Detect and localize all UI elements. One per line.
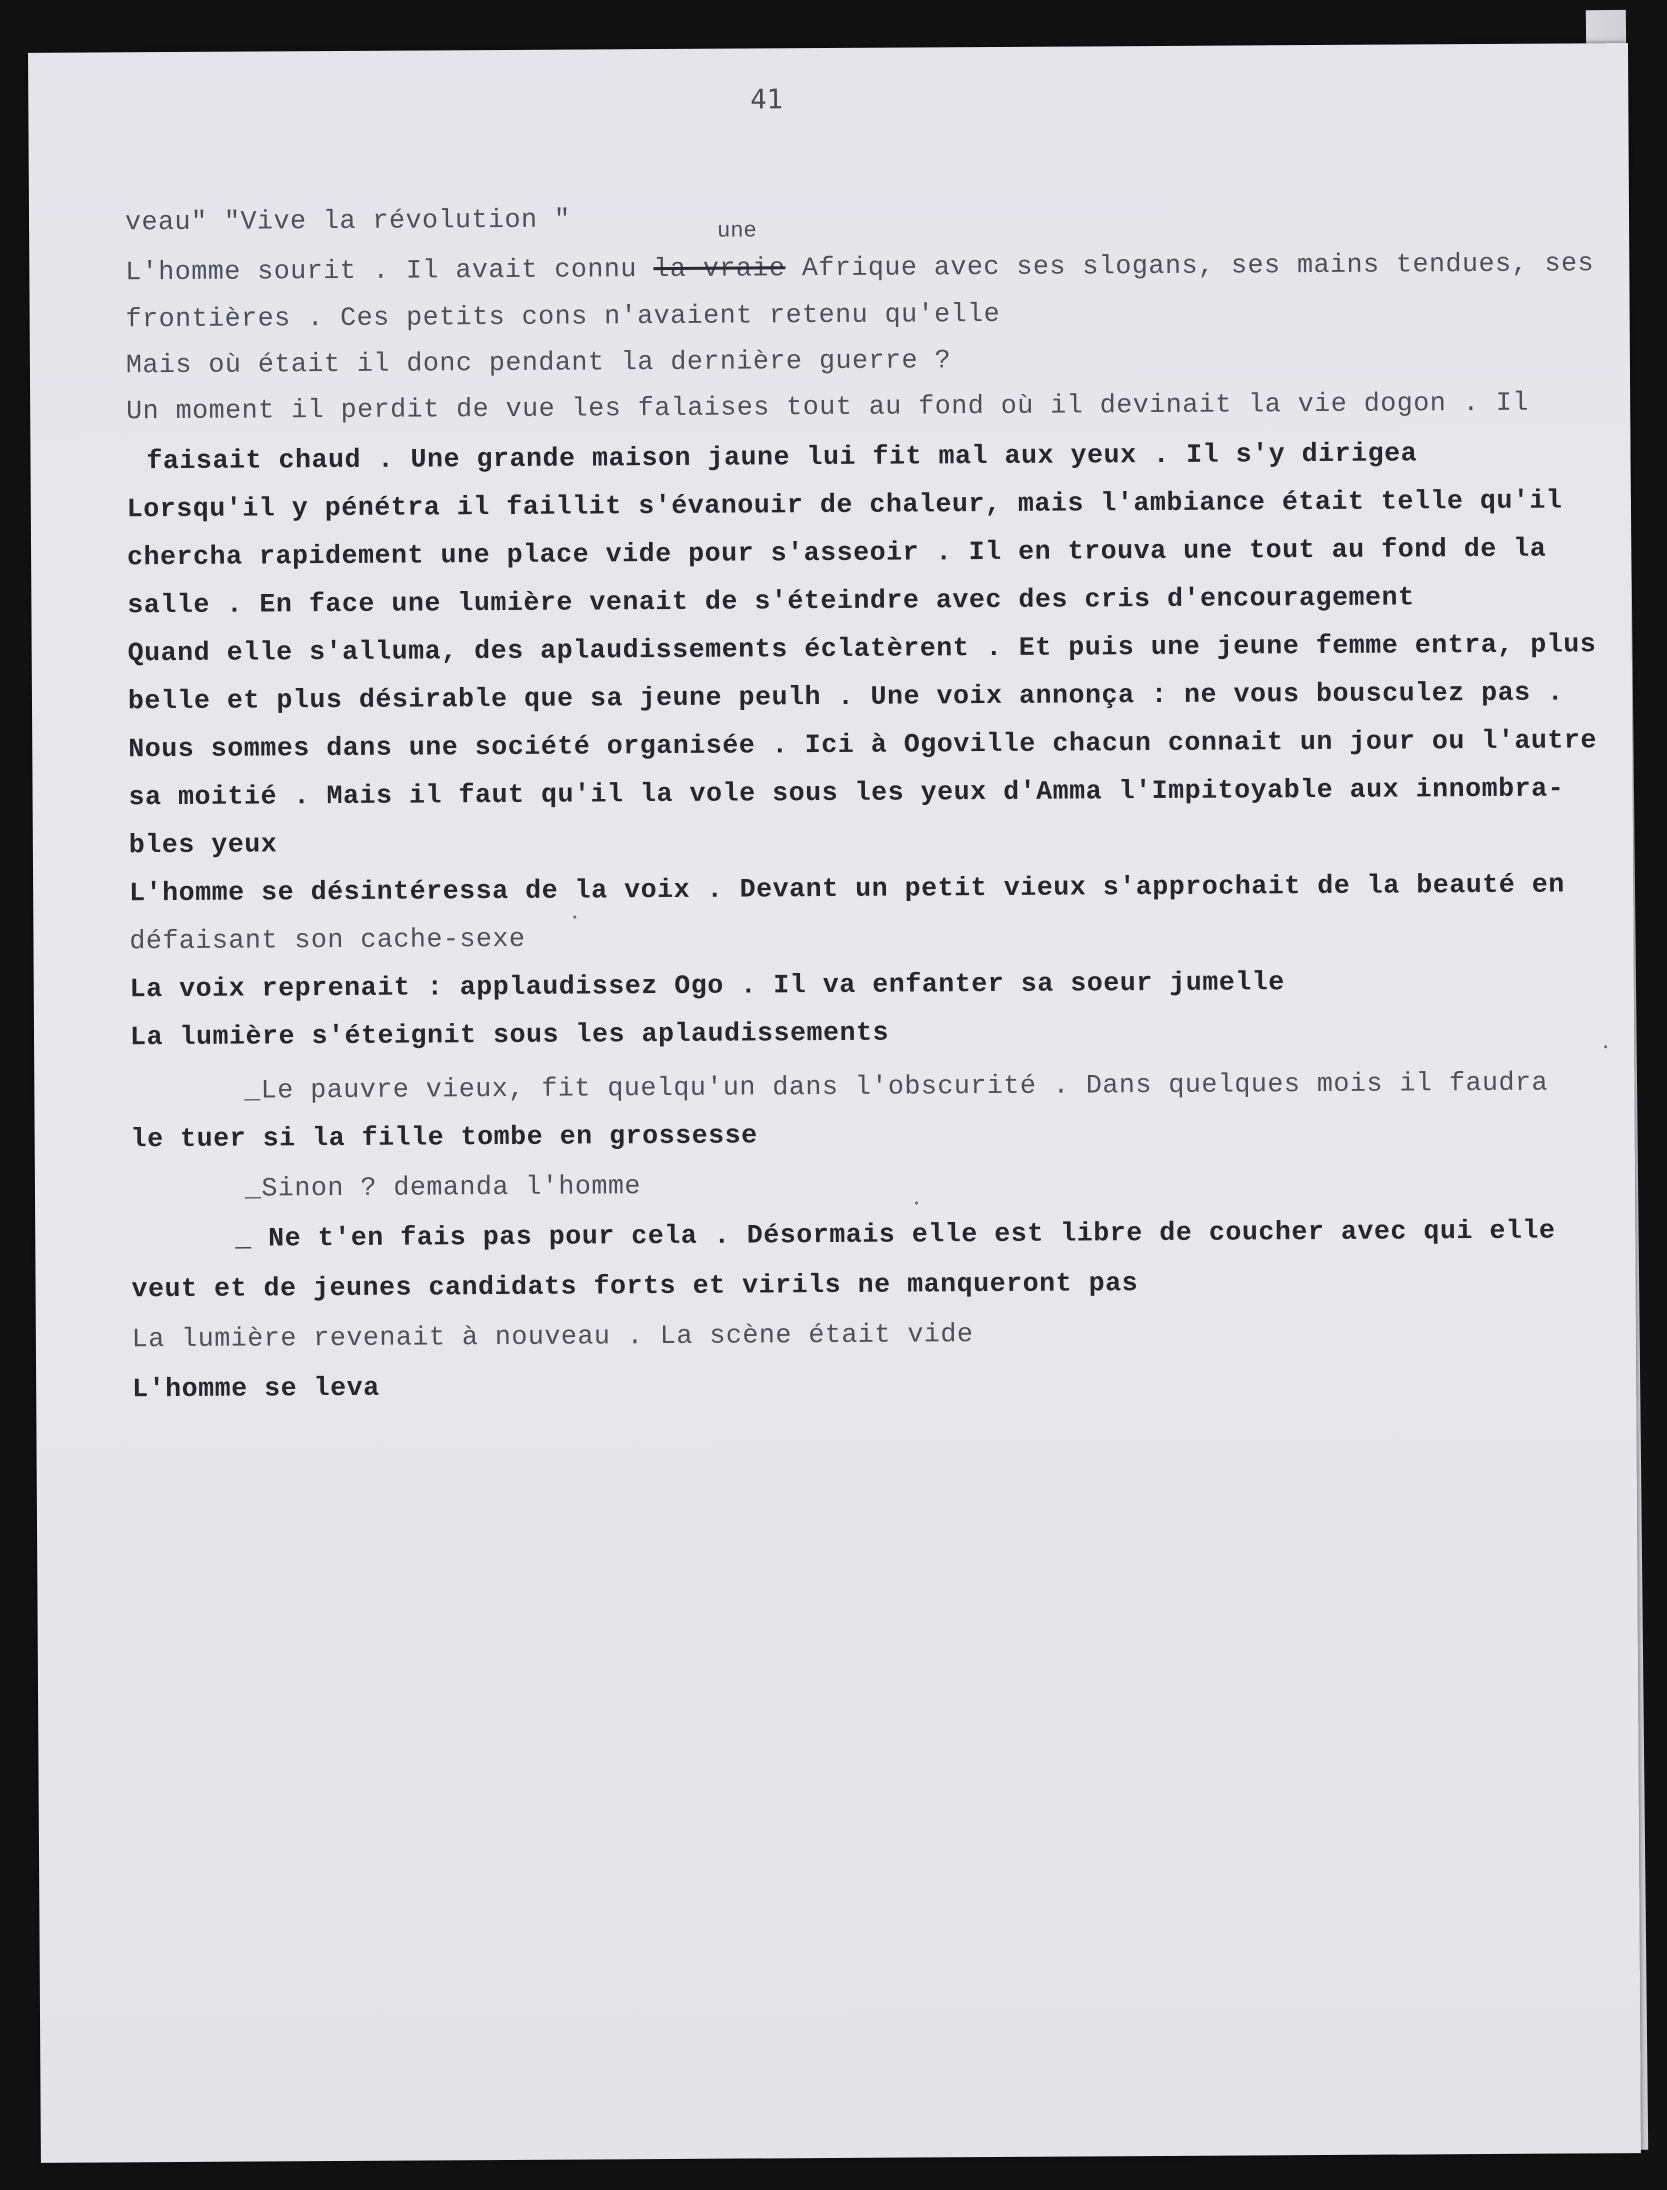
text-line-16: défaisant son cache-sexe bbox=[129, 923, 526, 957]
text-line-24: La lumière revenait à nouveau . La scène était vide bbox=[131, 1319, 974, 1355]
text-line-25: L'homme se leva bbox=[132, 1372, 380, 1405]
text-line-6: faisait chaud . Une grande maison jaune lui fit mal aux yeux . Il s'y dirigea bbox=[146, 438, 1418, 477]
text-line-19: _Le pauvre vieux, fit quelqu'un dans l'obscurité . Dans quelques mois il faudra bbox=[244, 1067, 1549, 1106]
text-line-8: chercha rapidement une place vide pour s'asseoir . Il en trouva une tout au fond de la bbox=[127, 533, 1547, 573]
text-line-14: bles yeux bbox=[128, 829, 278, 861]
text-line-5: Un moment il perdit de vue les falaises tout au fond où il devinait la vie dogon . Il bbox=[126, 387, 1530, 427]
paper-speck bbox=[573, 916, 576, 919]
text-line-21: _Sinon ? demanda l'homme bbox=[244, 1171, 642, 1204]
page-number: 41 bbox=[750, 84, 783, 116]
text-line-18: La lumière s'éteignit sous les aplaudissements bbox=[129, 1017, 890, 1053]
text-line-2 bbox=[125, 248, 1594, 287]
text-line-15: L'homme se désintéressa de la voix . Devant un petit vieux s'approchait de la beauté en bbox=[129, 869, 1565, 909]
text-line-9: salle . En face une lumière venait de s'éteindre avec des cris d'encouragement bbox=[127, 582, 1415, 621]
text-line-17: La voix reprenait : applaudissez Ogo . Il va enfanter sa soeur jumelle bbox=[129, 967, 1285, 1005]
text-line-2-start: L'homme sourit . Il avait connu bbox=[125, 254, 654, 288]
text-line-3: frontières . Ces petits cons n'avaient retenu qu'elle bbox=[125, 298, 1001, 335]
struck-through-words: la vraie bbox=[653, 253, 786, 285]
paper-speck bbox=[915, 1201, 918, 1204]
text-line-1: veau" "Vive la révolution " bbox=[124, 204, 571, 238]
text-line-7: Lorsqu'il y pénétra il faillit s'évanouir de chaleur, mais l'ambiance était telle qu'il bbox=[126, 485, 1563, 525]
text-line-20: le tuer si la fille tombe en grossesse bbox=[130, 1120, 758, 1155]
typewritten-page bbox=[28, 43, 1641, 2163]
text-line-22: _ Ne t'en fais pas pour cela . Désormais elle est libre de coucher avec qui elle bbox=[235, 1215, 1556, 1254]
text-line-11: belle et plus désirable que sa jeune peulh . Une voix annonça : ne vous bousculez pas . bbox=[127, 677, 1564, 717]
text-line-12: Nous sommes dans une société organisée . Ici à Ogoville chacun connait un jour ou l'autre bbox=[128, 725, 1598, 765]
paper-speck bbox=[1604, 1045, 1607, 1048]
text-line-2-end: Afrique avec ses slogans, ses mains tendues, ses bbox=[785, 248, 1595, 284]
text-line-10: Quand elle s'alluma, des aplaudissements éclatèrent . Et puis une jeune femme entra, plus bbox=[127, 629, 1597, 669]
text-line-23: veut et de jeunes candidats forts et virils ne manqueront pas bbox=[131, 1268, 1139, 1305]
text-line-4: Mais où était il donc pendant la dernière guerre ? bbox=[125, 345, 952, 381]
text-line-13: sa moitié . Mais il faut qu'il la vole sous les yeux d'Amma l'Impitoyable aux innombra- bbox=[128, 773, 1565, 813]
interlinear-correction: une bbox=[717, 218, 757, 244]
